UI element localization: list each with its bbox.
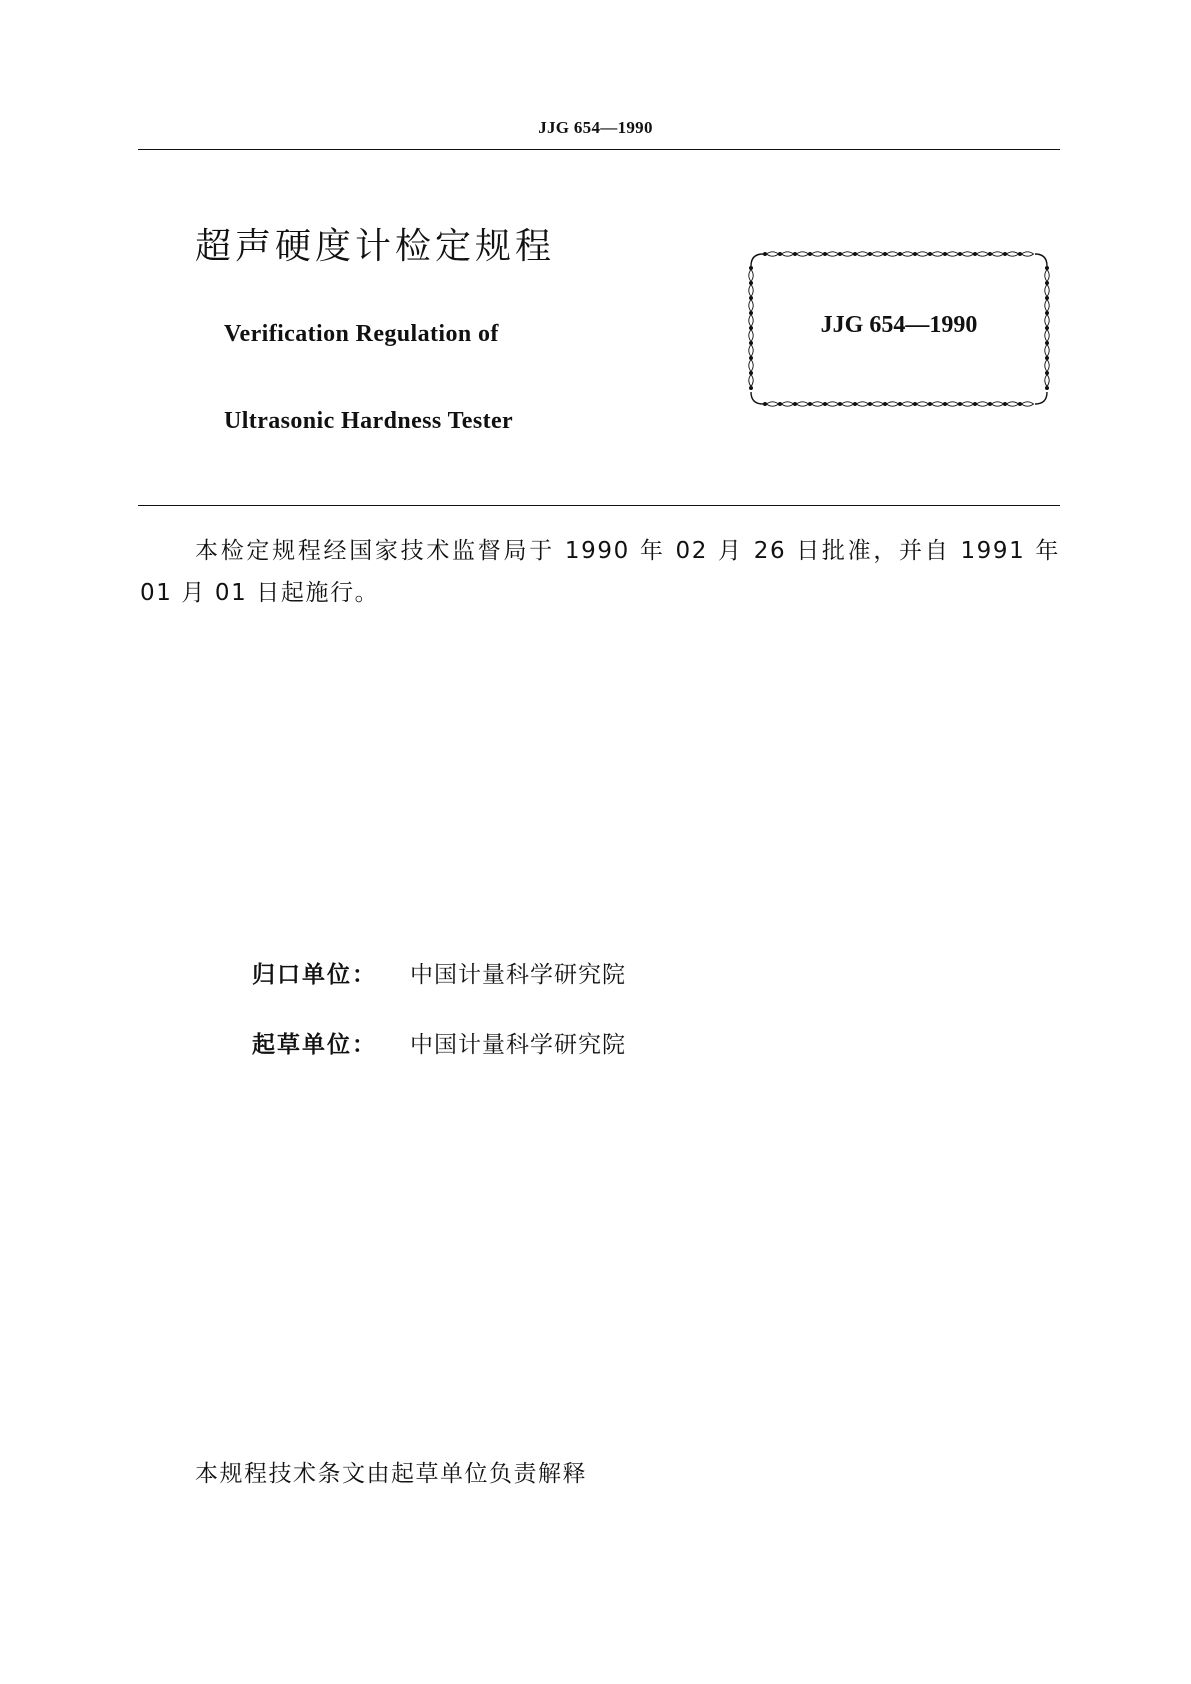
running-header-code: JJG 654—1990 <box>538 118 653 137</box>
top-rule <box>138 149 1060 150</box>
document-title-chinese: 超声硬度计检定规程 <box>195 226 556 267</box>
interpretation-note: 本规程技术条文由起草单位负责解释 <box>195 1461 587 1487</box>
responsible-unit-value: 中国计量科学研究院 <box>410 962 626 988</box>
drafting-unit-value: 中国计量科学研究院 <box>410 1032 626 1058</box>
drafting-unit-row <box>252 1026 626 1059</box>
drafting-unit-label: 起草单位： <box>252 1032 377 1058</box>
regulation-code-frame <box>745 248 1053 410</box>
responsible-unit-label: 归口单位： <box>252 962 377 988</box>
regulation-code: JJG 654—1990 <box>820 312 978 338</box>
document-title-english-line1: Verification Regulation of <box>224 321 499 347</box>
document-title-english-line2: Ultrasonic Hardness Tester <box>224 408 514 434</box>
section-rule <box>138 505 1060 506</box>
approval-statement: 本检定规程经国家技术监督局于 1990 年 02 月 26 日批准，并自 1991 年 01 月 01 日起施行。 <box>140 538 1060 606</box>
responsible-unit-row <box>252 956 626 989</box>
